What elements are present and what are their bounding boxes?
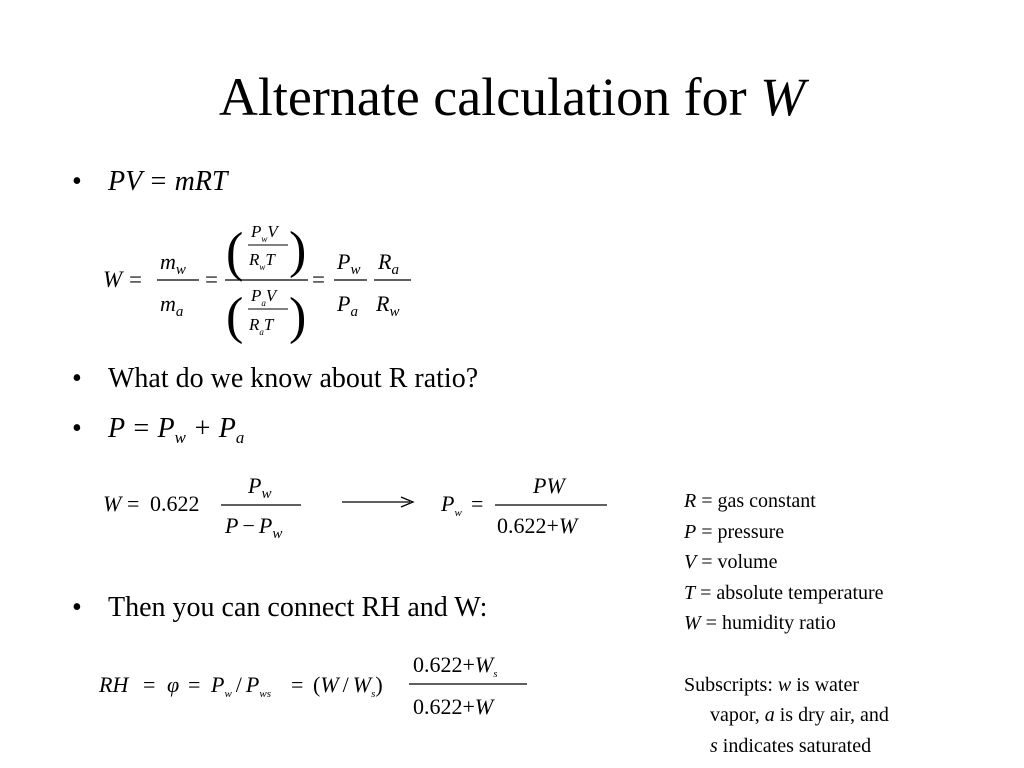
eq2-denominator: $P - P_w$ [225, 513, 283, 542]
legend-row: V = volume [684, 551, 778, 573]
eq1-Pa: $P_a$ [337, 291, 358, 320]
eq1-Ra: $R_a$ [378, 249, 399, 278]
subscripts-note-line-1: Subscripts: w is water [684, 673, 860, 696]
w-from-pressure-equation [95, 465, 625, 550]
eq4-equals-1: = [143, 672, 156, 697]
legend-row: R = gas constant [684, 490, 816, 512]
subscripts-note-line-2: vapor, a is dry air, and [710, 704, 889, 726]
legend-row: W = humidity ratio [684, 612, 836, 634]
eq1-Rw: $R_w$ [376, 291, 400, 320]
bullet-marker: • [72, 363, 82, 394]
eq1-rparen-bottom: ) [289, 288, 307, 345]
eq1-equals-1: = [129, 267, 142, 292]
bullet-marker: • [72, 413, 82, 444]
legend-row: T = absolute temperature [684, 581, 884, 604]
eq1-lparen-top: ( [226, 220, 244, 283]
eq4-equals-2: = [188, 672, 201, 697]
legend-spacer [684, 639, 889, 670]
bullet-text: Then you can connect RH and W: [108, 592, 488, 623]
eq1-RwT: $R_wT$ [249, 250, 275, 272]
eq1-mw: $m_w$ [160, 249, 186, 278]
eq2-lhs: W [103, 491, 122, 516]
eq1-ma: $m_a$ [160, 291, 184, 320]
bullet-r-ratio [72, 362, 479, 396]
relative-humidity-equation [95, 648, 545, 728]
eq4-pressure-ratio: $P_w / P_{ws}$ [211, 672, 271, 700]
title-variable: W [760, 67, 806, 127]
bullet-connect-rh [72, 591, 488, 625]
bullet-ideal-gas [72, 165, 228, 199]
eq1-lhs: W [103, 267, 123, 292]
eq1-rparen-top: ) [289, 222, 307, 279]
eq2-coefficient: 0.622 [150, 491, 200, 516]
eq1-lparen-bottom: ( [226, 288, 244, 345]
eq4-rh: RH [99, 672, 129, 697]
eq4-phi: φ [167, 672, 180, 697]
eq1-equals-3: = [312, 267, 325, 292]
eq2-equals: = [127, 491, 140, 516]
bullet-text: What do we know about R ratio? [108, 363, 479, 394]
legend-row: P = pressure [684, 520, 785, 543]
bullet-marker: • [72, 166, 82, 197]
subscripts-note-line-3: s indicates saturated [710, 734, 872, 757]
eq3-denominator: 0.622+W [497, 513, 578, 538]
eq4-numerator: $0.622+W_s$ [413, 652, 498, 680]
humidity-ratio-equation [95, 205, 425, 350]
title-text: Alternate calculation for [218, 67, 761, 127]
eq1-Pw: $P_w$ [337, 249, 361, 278]
eq4-equals-3: = [291, 672, 304, 697]
eq3-numerator: PW [533, 473, 565, 498]
eq3-equals: = [471, 491, 484, 516]
eq3-lhs: $P_w$ [441, 491, 462, 519]
eq2-numerator: $P_w$ [248, 473, 272, 502]
bullet-total-pressure [72, 412, 245, 447]
eq4-denominator: 0.622+W [413, 694, 494, 719]
eq4-w-ratio: $(W / W_s)$ [313, 672, 383, 700]
eq1-equals-2: = [205, 267, 218, 292]
symbol-legend [684, 486, 889, 761]
eq1-PwV: $P_wV$ [251, 222, 278, 244]
eq1-PaV: $P_aV$ [251, 286, 277, 308]
bullet-marker: • [72, 592, 82, 623]
bullet-text: $P = P_w + P_a$ [108, 413, 245, 447]
slide-title [0, 62, 1024, 132]
eq1-RaT: $R_aT$ [249, 315, 274, 337]
bullet-text: PV = mRT [108, 166, 228, 197]
